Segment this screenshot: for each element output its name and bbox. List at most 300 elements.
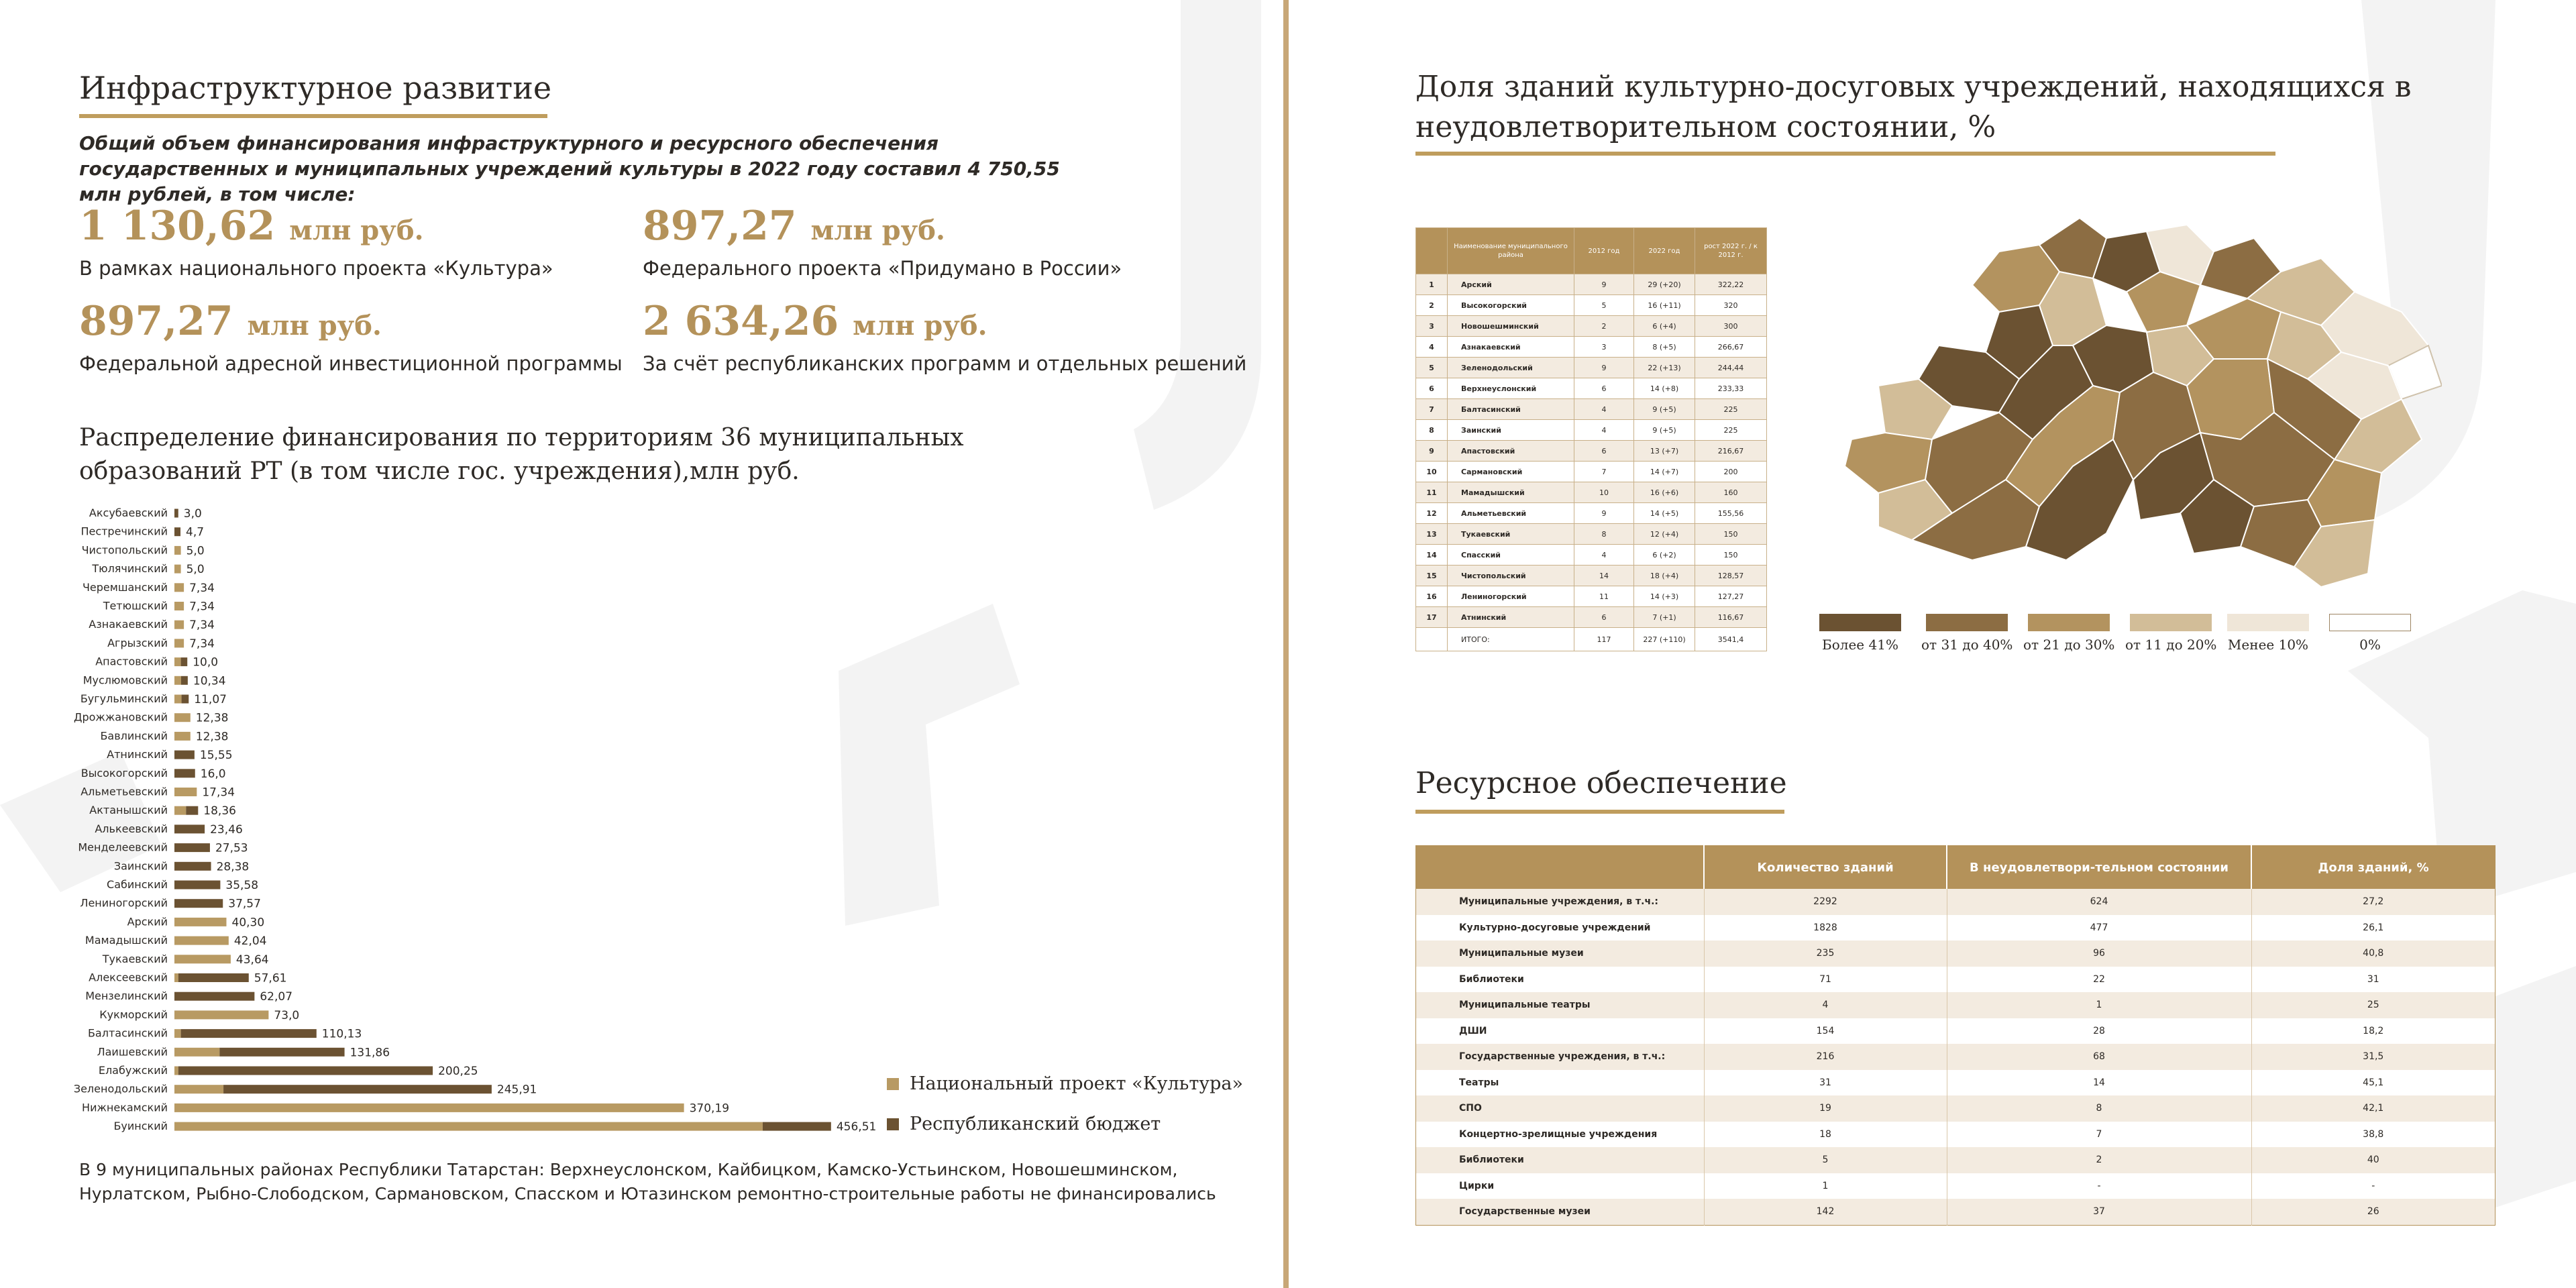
table-row — [1416, 586, 1767, 607]
stat-unit: млн руб. — [289, 215, 424, 246]
table-cell: 150 — [1695, 545, 1767, 566]
table-cell: Государственные учреждения, в т.ч.: — [1416, 1044, 1705, 1070]
table-cell: 25 — [2251, 992, 2496, 1018]
table-cell: 5 — [1704, 1147, 1947, 1173]
category-label: Апастовский — [95, 655, 168, 668]
table-cell: 11 — [1416, 482, 1448, 503]
table-row — [1416, 482, 1767, 503]
table-cell: 8 — [1416, 420, 1448, 441]
table-cell: 1 — [1704, 1173, 1947, 1199]
category-label: Атнинский — [107, 748, 168, 761]
title-underline — [79, 114, 547, 118]
table-row — [1416, 462, 1767, 482]
table-cell: 4 — [1574, 420, 1634, 441]
table-cell: 16 (+11) — [1634, 295, 1695, 316]
table-cell: 477 — [1947, 915, 2251, 941]
bar-segment — [174, 1048, 219, 1057]
value-label: 42,04 — [233, 934, 267, 949]
table-cell: 6 — [1416, 378, 1448, 399]
table-cell: 14 — [1416, 545, 1448, 566]
table-header: 2012 год — [1574, 228, 1634, 274]
value-label: 110,13 — [321, 1027, 362, 1041]
table-row — [1416, 1044, 2496, 1070]
table-cell: Зеленодольский — [1448, 358, 1574, 378]
bar-segment — [174, 918, 227, 926]
table-cell — [1416, 628, 1448, 651]
bar-segment — [178, 973, 249, 982]
value-label: 10,34 — [193, 674, 226, 688]
funding-bar-chart — [0, 496, 1275, 1140]
table-row — [1416, 545, 1767, 566]
stat-unit: млн руб. — [810, 215, 945, 246]
category-label: Арский — [127, 915, 168, 928]
category-label: Черемшанский — [82, 580, 168, 594]
table-row — [1416, 1199, 2496, 1225]
table-cell: 200 — [1695, 462, 1767, 482]
table-cell: 624 — [1947, 889, 2251, 915]
table-cell: 154 — [1704, 1018, 1947, 1044]
table-row — [1416, 295, 1767, 316]
category-label: Кукморский — [99, 1008, 168, 1021]
legend-label: Национальный проект «Культура» — [910, 1073, 1244, 1094]
bar-segment — [174, 1104, 684, 1112]
table-cell: Тукаевский — [1448, 524, 1574, 545]
tatarstan-map — [1838, 211, 2442, 614]
table-cell: 2 — [1947, 1147, 2251, 1173]
value-label: 5,0 — [186, 563, 205, 577]
table-cell: 16 (+6) — [1634, 482, 1695, 503]
category-label: Лаишевский — [97, 1045, 168, 1059]
value-label: 16,0 — [200, 767, 226, 781]
legend-label: от 21 до 30% — [2023, 637, 2115, 653]
bar-segment — [178, 1067, 433, 1075]
table-cell: Балтасинский — [1448, 399, 1574, 420]
value-label: 7,34 — [189, 619, 215, 633]
bar-segment — [174, 546, 181, 555]
bar-segment — [174, 1010, 268, 1019]
table-cell: Лениногорский — [1448, 586, 1574, 607]
legend-label: Более 41% — [1822, 637, 1898, 653]
table-cell: Атнинский — [1448, 607, 1574, 628]
table-cell: Концертно-зрелищные учреждения — [1416, 1122, 1705, 1148]
bar-segment — [174, 973, 178, 982]
value-label: 27,53 — [215, 841, 248, 855]
table-cell: 3 — [1574, 337, 1634, 358]
category-label: Азнакаевский — [89, 618, 168, 631]
value-label: 245,91 — [496, 1083, 537, 1097]
table-cell: 244,44 — [1695, 358, 1767, 378]
table-cell: 5 — [1574, 295, 1634, 316]
table-cell: Верхнеуслонский — [1448, 378, 1574, 399]
table-header: Наименование муниципального района — [1448, 228, 1574, 274]
table-cell: 18,2 — [2251, 1018, 2496, 1044]
title-underline — [1415, 810, 1784, 814]
table-header: Доля зданий, % — [2251, 846, 2496, 890]
table-cell: ДШИ — [1416, 1018, 1705, 1044]
legend-label: от 31 до 40% — [1921, 637, 2013, 653]
bar-segment — [174, 509, 178, 518]
legend-label: Республиканский бюджет — [910, 1114, 1161, 1134]
table-cell: 29 (+20) — [1634, 274, 1695, 295]
table-cell: 28 — [1947, 1018, 2251, 1044]
table-header — [1416, 846, 1705, 890]
value-label: 73,0 — [274, 1008, 300, 1022]
stat-value: 897,27 — [643, 203, 797, 250]
table-cell: 31,5 — [2251, 1044, 2496, 1070]
table-cell: 150 — [1695, 524, 1767, 545]
category-label: Актанышский — [89, 804, 168, 817]
table-cell: 216 — [1704, 1044, 1947, 1070]
table-cell: 2292 — [1704, 889, 1947, 915]
value-label: 17,34 — [202, 786, 235, 800]
bar-segment — [181, 1029, 317, 1038]
legend-national — [887, 1073, 1243, 1094]
category-label: Альметьевский — [80, 785, 168, 798]
table-cell: 4 — [1704, 992, 1947, 1018]
table-header — [1416, 228, 1448, 274]
value-label: 18,36 — [203, 804, 236, 818]
table-cell: 2 — [1574, 316, 1634, 337]
legend-republic — [887, 1114, 1161, 1134]
table-cell: 4 — [1574, 399, 1634, 420]
table-header: В неудовлетвори-тельном состоянии — [1947, 846, 2251, 890]
table-cell: 6 — [1574, 378, 1634, 399]
table-cell: 37 — [1947, 1199, 2251, 1225]
table-cell: 31 — [1704, 1070, 1947, 1096]
table-cell: Муниципальные музеи — [1416, 941, 1705, 967]
table-cell: Мамадышский — [1448, 482, 1574, 503]
value-label: 370,19 — [689, 1102, 730, 1116]
table-cell: Заинский — [1448, 420, 1574, 441]
table-row — [1416, 524, 1767, 545]
table-cell: 45,1 — [2251, 1070, 2496, 1096]
table-cell: Арский — [1448, 274, 1574, 295]
table-cell: 227 (+110) — [1634, 628, 1695, 651]
bar-segment — [174, 1122, 763, 1131]
bar-segment — [174, 1029, 181, 1038]
bar-segment — [174, 881, 220, 890]
table-cell: 22 (+13) — [1634, 358, 1695, 378]
table-row — [1416, 915, 2496, 941]
category-label: Мензелинский — [85, 989, 168, 1003]
value-label: 28,38 — [216, 860, 250, 874]
table-cell: - — [1947, 1173, 2251, 1199]
bar-segment — [174, 527, 180, 536]
stat-national-project — [79, 203, 553, 281]
table-cell: 3541,4 — [1695, 628, 1767, 651]
table-row — [1416, 274, 1767, 295]
stat-unit: млн руб. — [853, 310, 987, 341]
value-label: 37,57 — [228, 897, 261, 911]
category-label: Тюлячинский — [92, 562, 168, 576]
map-legend-item — [1921, 614, 2012, 653]
map-legend-item — [2125, 614, 2216, 653]
value-label: 4,7 — [186, 525, 205, 539]
table-cell: 14 — [1947, 1070, 2251, 1096]
table-cell: 18 (+4) — [1634, 566, 1695, 586]
table-cell: 6 (+4) — [1634, 316, 1695, 337]
table-cell: 1 — [1416, 274, 1448, 295]
category-label: Лениногорский — [80, 896, 168, 910]
stat-description: Федеральной адресной инвестиционной программы — [79, 352, 623, 375]
table-cell: 117 — [1574, 628, 1634, 651]
category-label: Агрызский — [107, 636, 168, 649]
table-cell: 7 — [1947, 1122, 2251, 1148]
table-cell: Государственные музеи — [1416, 1199, 1705, 1225]
table-row — [1416, 503, 1767, 524]
legend-swatch — [887, 1078, 899, 1090]
table-cell: 13 — [1416, 524, 1448, 545]
stat-value: 897,27 — [79, 298, 233, 345]
table-cell: 6 — [1574, 607, 1634, 628]
section-title-map: Доля зданий культурно-досуговых учреждений, находящихся в неудовлетворительном состоянии, % — [1415, 70, 2412, 144]
category-label: Буинский — [113, 1120, 168, 1133]
table-row — [1416, 337, 1767, 358]
table-cell: 8 — [1574, 524, 1634, 545]
bar-segment — [174, 769, 195, 777]
table-cell: 11 — [1574, 586, 1634, 607]
map-legend-item — [1819, 614, 1901, 653]
table-row — [1416, 399, 1767, 420]
table-cell: 10 — [1416, 462, 1448, 482]
table-cell: 71 — [1704, 967, 1947, 993]
table-cell: Чистопольский — [1448, 566, 1574, 586]
category-label: Алькеевский — [95, 822, 168, 835]
map-legend-item — [2227, 614, 2309, 653]
category-label: Менделеевский — [78, 841, 168, 854]
table-cell: 8 (+5) — [1634, 337, 1695, 358]
value-label: 7,34 — [189, 600, 215, 614]
table-cell: Библиотеки — [1416, 967, 1705, 993]
value-label: 3,0 — [183, 507, 202, 521]
bar-segment — [182, 695, 189, 704]
table-cell: Муниципальные учреждения, в т.ч.: — [1416, 889, 1705, 915]
value-label: 12,38 — [195, 730, 229, 744]
table-cell: 266,67 — [1695, 337, 1767, 358]
table-cell: 233,33 — [1695, 378, 1767, 399]
table-cell: 127,27 — [1695, 586, 1767, 607]
category-label: Зеленодольский — [73, 1082, 168, 1095]
table-cell: 3 — [1416, 316, 1448, 337]
table-cell: 9 (+5) — [1634, 399, 1695, 420]
bar-segment — [174, 713, 191, 722]
bar-segment — [174, 862, 211, 871]
table-row — [1416, 941, 2496, 967]
table-cell: 68 — [1947, 1044, 2251, 1070]
bar-segment — [174, 955, 231, 963]
table-cell: 19 — [1704, 1095, 1947, 1122]
table-cell: Азнакаевский — [1448, 337, 1574, 358]
bar-segment — [219, 1048, 344, 1057]
table-row — [1416, 1122, 2496, 1148]
bar-segment — [174, 657, 181, 666]
table-row — [1416, 358, 1767, 378]
stat-republic-programs — [643, 298, 1246, 376]
table-row — [1416, 967, 2496, 993]
table-cell: 9 — [1416, 441, 1448, 462]
table-cell: 5 — [1416, 358, 1448, 378]
table-cell: 13 (+7) — [1634, 441, 1695, 462]
table-row — [1416, 992, 2496, 1018]
table-cell: 2 — [1416, 295, 1448, 316]
value-label: 43,64 — [235, 953, 269, 967]
value-label: 15,55 — [199, 749, 233, 763]
footnote: В 9 муниципальных районах Республики Татарстан: Верхнеуслонском, Кайбицком, Камско-Устьинском, Новошешминском, Нурлатском, Рыбно-Слободском, Сармановском, Спасском и Ютазинском ремонтно-строительные работы не финансировались — [79, 1160, 1216, 1203]
bar-segment — [763, 1122, 831, 1131]
category-label: Бавлинский — [100, 729, 168, 743]
category-label: Пестречинский — [80, 525, 168, 538]
table-cell: 160 — [1695, 482, 1767, 503]
table-cell: 14 (+3) — [1634, 586, 1695, 607]
category-label: Заинский — [113, 859, 168, 873]
table-cell: 142 — [1704, 1199, 1947, 1225]
table-row — [1416, 420, 1767, 441]
table-header: Количество зданий — [1704, 846, 1947, 890]
bar-segment — [174, 602, 184, 610]
legend-label: Менее 10% — [2227, 637, 2309, 653]
stat-description: В рамках национального проекта «Культура» — [79, 257, 553, 280]
table-cell: 216,67 — [1695, 441, 1767, 462]
table-cell: - — [2251, 1173, 2496, 1199]
table-cell: 96 — [1947, 941, 2251, 967]
bar-segment — [174, 788, 197, 796]
table-cell: 225 — [1695, 420, 1767, 441]
section-title-infrastructure: Инфраструктурное развитие — [79, 70, 552, 106]
table-row — [1416, 1018, 2496, 1044]
category-label: Аксубаевский — [89, 506, 168, 519]
value-label: 57,61 — [254, 971, 287, 985]
table-cell: 7 (+1) — [1634, 607, 1695, 628]
bar-segment — [174, 751, 195, 759]
table-cell: 40 — [2251, 1147, 2496, 1173]
category-label: Высокогорский — [80, 766, 168, 780]
stat-description: Федерального проекта «Придумано в России» — [643, 257, 1122, 280]
table-cell: ИТОГО: — [1448, 628, 1574, 651]
category-label: Нижнекамский — [82, 1101, 168, 1114]
bar-segment — [174, 621, 184, 629]
bar-segment — [174, 695, 182, 704]
table-cell: Апастовский — [1448, 441, 1574, 462]
table-cell: 116,67 — [1695, 607, 1767, 628]
section-title-resources: Ресурсное обеспечение — [1415, 766, 1787, 800]
table-cell: 9 — [1574, 358, 1634, 378]
table-cell: Сармановский — [1448, 462, 1574, 482]
value-label: 11,07 — [194, 693, 227, 706]
table-cell: 16 — [1416, 586, 1448, 607]
bar-segment — [174, 824, 205, 833]
category-label: Муслюмовский — [83, 674, 168, 687]
table-cell: 155,56 — [1695, 503, 1767, 524]
value-label: 40,30 — [231, 916, 265, 930]
table-cell: Культурно-досуговые учреждений — [1416, 915, 1705, 941]
table-cell: Высокогорский — [1448, 295, 1574, 316]
stat-unit: млн руб. — [247, 310, 382, 341]
table-cell: 322,22 — [1695, 274, 1767, 295]
table-cell: 17 — [1416, 607, 1448, 628]
stat-federal-investment — [79, 298, 623, 376]
legend-swatch — [2130, 614, 2212, 631]
table-cell: 300 — [1695, 316, 1767, 337]
value-label: 10,0 — [193, 655, 219, 669]
bar-segment — [174, 1067, 178, 1075]
table-cell: СПО — [1416, 1095, 1705, 1122]
legend-swatch — [1926, 614, 2008, 631]
table-cell: 6 (+2) — [1634, 545, 1695, 566]
category-label: Сабинский — [107, 878, 168, 891]
table-cell: 14 (+7) — [1634, 462, 1695, 482]
bar-segment — [174, 843, 210, 852]
category-label: Алексеевский — [89, 971, 168, 984]
legend-swatch — [2227, 614, 2309, 631]
table-cell: 1828 — [1704, 915, 1947, 941]
legend-swatch — [2028, 614, 2110, 631]
table-cell: Альметьевский — [1448, 503, 1574, 524]
value-label: 200,25 — [438, 1065, 478, 1078]
table-row — [1416, 889, 2496, 915]
table-cell: Спасский — [1448, 545, 1574, 566]
table-cell: 14 — [1574, 566, 1634, 586]
table-cell: 320 — [1695, 295, 1767, 316]
category-label: Тукаевский — [102, 952, 168, 965]
map-legend-item — [2329, 614, 2411, 653]
table-cell: 14 (+5) — [1634, 503, 1695, 524]
bar-segment — [174, 676, 181, 685]
bar-segment — [181, 657, 188, 666]
bar-segment — [174, 806, 186, 815]
table-cell: 4 — [1416, 337, 1448, 358]
legend-swatch — [2329, 614, 2411, 631]
stat-description: За счёт республиканских программ и отдельных решений — [643, 352, 1247, 375]
bar-segment — [174, 1085, 223, 1093]
table-row — [1416, 1070, 2496, 1096]
table-cell: 9 — [1574, 503, 1634, 524]
table-cell: 40,8 — [2251, 941, 2496, 967]
value-label: 12,38 — [195, 711, 229, 725]
table-cell: 7 — [1416, 399, 1448, 420]
table-cell: 31 — [2251, 967, 2496, 993]
table-cell: Муниципальные театры — [1416, 992, 1705, 1018]
table-cell: 8 — [1947, 1095, 2251, 1122]
table-cell: 235 — [1704, 941, 1947, 967]
table-cell: 15 — [1416, 566, 1448, 586]
category-label: Тетюшский — [103, 599, 168, 612]
category-label: Балтасинский — [87, 1026, 168, 1040]
table-row — [1416, 607, 1767, 628]
value-label: 5,0 — [186, 544, 205, 558]
value-label: 35,58 — [225, 879, 259, 892]
bar-segment — [174, 565, 181, 574]
resources-table — [1415, 845, 2496, 1226]
table-cell: Библиотеки — [1416, 1147, 1705, 1173]
table-cell: 12 — [1416, 503, 1448, 524]
map-legend-item — [2023, 614, 2114, 653]
value-label: 456,51 — [836, 1120, 877, 1134]
table-cell: 18 — [1704, 1122, 1947, 1148]
table-cell: 1 — [1947, 992, 2251, 1018]
stat-value: 2 634,26 — [643, 298, 839, 345]
bar-segment — [174, 936, 229, 945]
table-row — [1416, 378, 1767, 399]
bar-segment — [174, 899, 223, 908]
table-row — [1416, 1147, 2496, 1173]
legend-label: от 11 до 20% — [2125, 637, 2217, 653]
table-row — [1416, 441, 1767, 462]
table-cell: 38,8 — [2251, 1122, 2496, 1148]
table-cell: 22 — [1947, 967, 2251, 993]
table-cell: Цирки — [1416, 1173, 1705, 1199]
table-cell: 128,57 — [1695, 566, 1767, 586]
table-row — [1416, 1095, 2496, 1122]
